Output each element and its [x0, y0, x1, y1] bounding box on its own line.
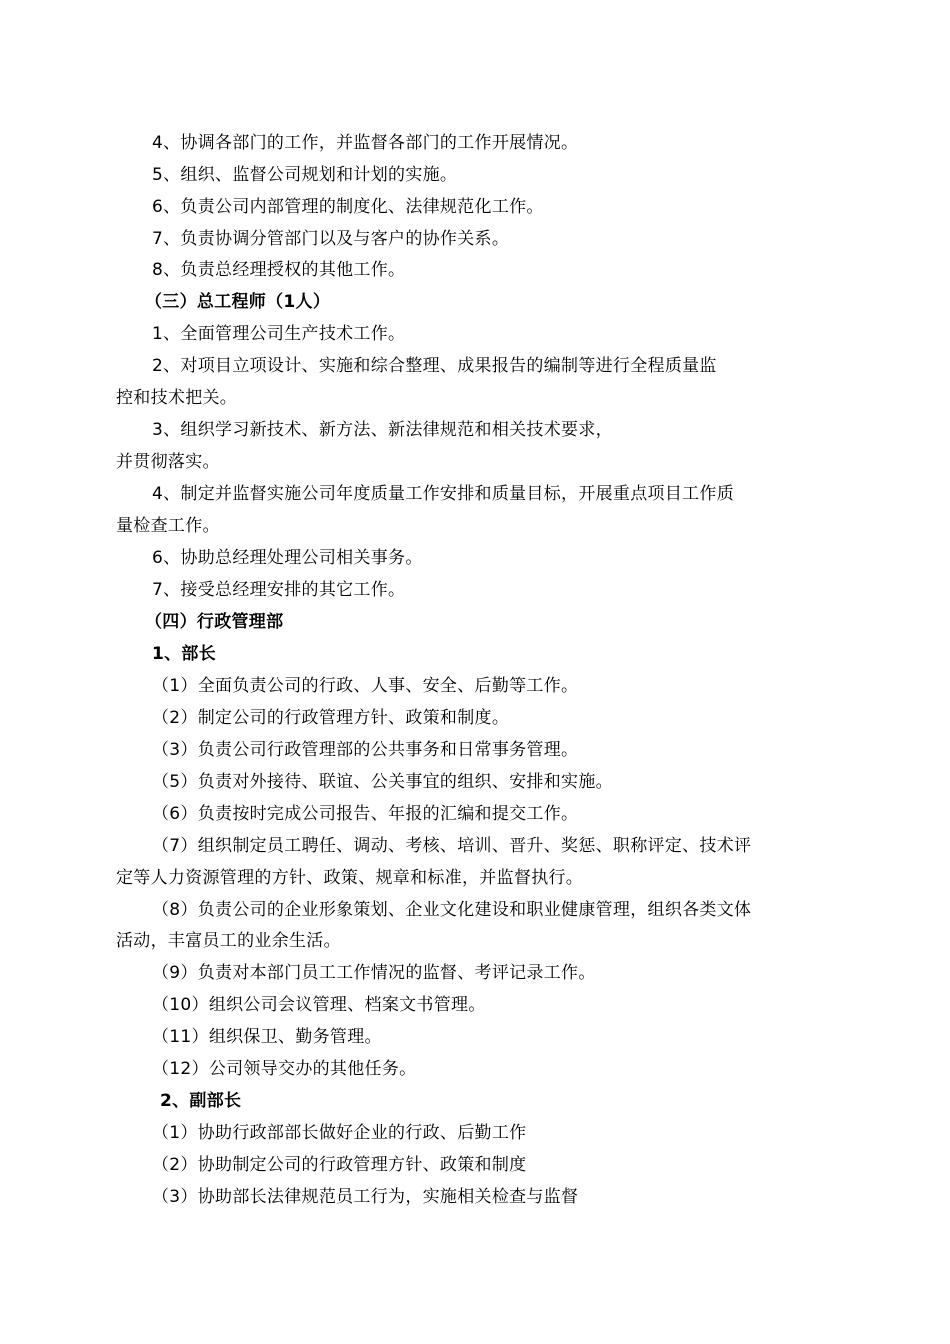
text-line: 控和技术把关。 [116, 388, 238, 408]
text-line: （12）公司领导交办的其他任务。 [152, 1059, 417, 1079]
text-line: 3、组织学习新技术、新方法、新法律规范和相关技术要求， [152, 420, 613, 440]
text-line: 7、接受总经理安排的其它工作。 [152, 580, 406, 600]
text-line: （10）组织公司会议管理、档案文书管理。 [152, 995, 486, 1015]
text-line: （9）负责对本部门员工工作情况的监督、考评记录工作。 [152, 963, 596, 983]
text-line: 2、对项目立项设计、实施和综合整理、成果报告的编制等进行全程质量监 [152, 356, 717, 376]
text-line: 5、组织、监督公司规划和计划的实施。 [152, 165, 458, 185]
section-heading: （三）总工程师（1人） [145, 292, 331, 312]
text-line: （2）协助制定公司的行政管理方针、政策和制度 [152, 1155, 527, 1175]
text-line: （1）协助行政部部长做好企业的行政、后勤工作 [152, 1123, 527, 1143]
text-line: 量检查工作。 [116, 516, 220, 536]
text-line: （8）负责公司的企业形象策划、企业文化建设和职业健康管理，组织各类文体 [152, 900, 752, 920]
text-line: 6、负责公司内部管理的制度化、法律规范化工作。 [152, 197, 544, 217]
text-line: （2）制定公司的行政管理方针、政策和制度。 [152, 708, 510, 728]
text-line: 活动，丰富员工的业余生活。 [116, 931, 341, 951]
section-heading: （四）行政管理部 [145, 612, 284, 632]
text-line: 6、协助总经理处理公司相关事务。 [152, 548, 423, 568]
text-line: 并贯彻落实。 [116, 452, 220, 472]
text-line: （3）协助部长法律规范员工行为，实施相关检查与监督 [152, 1187, 579, 1207]
text-line: （11）组织保卫、勤务管理。 [152, 1027, 382, 1047]
text-line: 1、全面管理公司生产技术工作。 [152, 324, 406, 344]
text-line: （5）负责对外接待、联谊、公关事宜的组织、安排和实施。 [152, 772, 613, 792]
text-line: （7）组织制定员工聘任、调动、考核、培训、晋升、奖惩、职称评定、技术评 [152, 836, 752, 856]
text-line: （1）全面负责公司的行政、人事、安全、后勤等工作。 [152, 676, 579, 696]
text-line: 4、协调各部门的工作，并监督各部门的工作开展情况。 [152, 133, 579, 153]
text-line: 7、负责协调分管部门以及与客户的协作关系。 [152, 229, 510, 249]
text-line: （6）负责按时完成公司报告、年报的汇编和提交工作。 [152, 804, 579, 824]
subsection-heading: 1、部长 [152, 644, 217, 664]
text-line: 8、负责总经理授权的其他工作。 [152, 260, 406, 280]
text-line: 定等人力资源管理的方针、政策、规章和标准，并监督执行。 [116, 868, 584, 888]
subsection-heading: 2、副部长 [160, 1091, 242, 1111]
text-line: （3）负责公司行政管理部的公共事务和日常事务管理。 [152, 740, 579, 760]
text-line: 4、制定并监督实施公司年度质量工作安排和质量目标，开展重点项目工作质 [152, 484, 735, 504]
